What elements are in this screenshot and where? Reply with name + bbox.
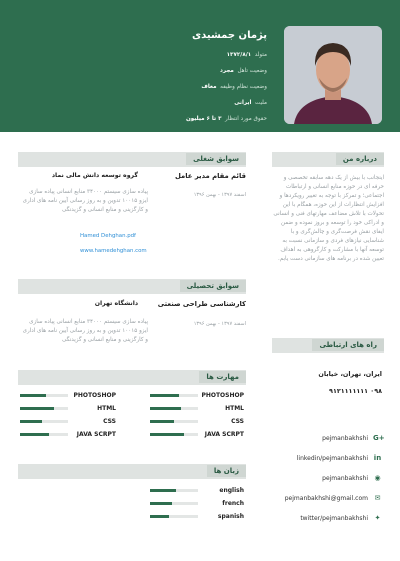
linkedin-icon[interactable]: in	[373, 454, 382, 462]
profile-photo	[284, 26, 382, 124]
skill-left-bar-fill	[20, 433, 49, 436]
skill-left-bar-fill	[20, 420, 42, 423]
resume-pdf-link[interactable]: Hamed Dehghan.pdf	[80, 233, 136, 239]
info-value: معاف	[201, 84, 217, 90]
education-section-header	[18, 279, 246, 294]
skill-right-label: JAVA SCRPT	[204, 431, 244, 438]
contact-section-header	[272, 338, 384, 353]
skill-right-bar-fill	[150, 394, 179, 397]
twitter-icon[interactable]: ✦	[374, 514, 381, 522]
info-key: ملیت	[254, 100, 267, 106]
education-heading: سوابق تحصیلی	[180, 280, 246, 292]
languages-section-header	[18, 464, 246, 479]
contact-linkedin[interactable]: linkedin/pejmanbakhshi	[296, 455, 368, 462]
skill-left-label: JAVA SCRPT	[76, 431, 116, 438]
skill-right-bar-fill	[150, 433, 184, 436]
info-row-marital	[220, 68, 267, 74]
skill-right-label: HTML	[225, 405, 244, 412]
skill-right-bar-fill	[150, 407, 181, 410]
info-key: وضعیت تاهل	[237, 68, 267, 74]
work-heading: سوابق شغلی	[186, 153, 246, 165]
degree-title: کارشناسی طراحی صنعتی	[157, 300, 246, 308]
skill-right-label: CSS	[231, 418, 244, 425]
language-bar-fill	[150, 515, 169, 518]
language-bar	[150, 515, 198, 518]
job-title: قائم مقام مدیر عامل	[174, 172, 246, 180]
job-dates: اسفند ۱۳۹۷ - بهمن ۱۳۹۶	[193, 192, 246, 198]
avatar	[284, 26, 382, 124]
skill-left-bar-fill	[20, 407, 54, 410]
school-name: دانشگاه تهران	[94, 300, 138, 307]
about-text: اینجانب با بیش از یک دهه سابقه تخصصی و حرفه ای در حوزه منابع انسانی و ارتباطات اجتماعی؛ و تمرکز با توجه به تغییر رویکردها و افزایش انتظارات از این حوزه، همگام با این تحولات با تلاش مضاعف مهارتهای فنی و انسانی و ادراکی خود را توسعه و بروز نموده و ضمن ایفای نقش فرصت‌گری و چالش‌گری و با شناسایی نیازهای فردی و سازمانی نسبت به توسعه آنها با مشارکت و کارگروهی به اهداف تعیین شده در برنامه های سازمانی دست یابم.	[273, 175, 384, 262]
education-dates: اسفند ۱۳۹۷ - بهمن ۱۳۹۶	[193, 321, 246, 327]
language-bar	[150, 502, 198, 505]
info-key: وضعیت نظام وظیفه	[220, 84, 267, 90]
skill-right-bar	[150, 394, 198, 397]
skill-left-label: CSS	[103, 418, 116, 425]
contact-phone: ۰۹۸ ۹۱۲۱۱۱۱۱۱۱	[329, 387, 382, 395]
skill-left-bar	[20, 407, 68, 410]
work-section-header	[18, 152, 246, 167]
skill-right-bar	[150, 433, 198, 436]
skill-left-bar	[20, 420, 68, 423]
contact-github[interactable]: pejmanbakhshi	[322, 475, 368, 482]
contact-heading: راه های ارتباطی	[312, 339, 384, 351]
language-label: french	[222, 500, 244, 507]
about-heading: درباره من	[336, 153, 384, 165]
contact-twitter[interactable]: twitter/pejmanbakhshi	[300, 515, 368, 522]
contact-address: ایران، تهران، خیابان	[318, 370, 382, 378]
info-value: ۳ تا ۶ میلیون	[185, 116, 222, 122]
skill-left-bar-fill	[20, 394, 46, 397]
skill-right-bar	[150, 420, 198, 423]
skill-left-label: HTML	[97, 405, 116, 412]
skill-right-bar	[150, 407, 198, 410]
info-value: مجرد	[220, 68, 234, 74]
company-name: گروه توسعه دانش مالی نماد	[51, 172, 138, 179]
website-link[interactable]: www.hamedehghan.com	[80, 248, 147, 254]
contact-google-plus[interactable]: pejmanbakhshi	[322, 435, 368, 442]
language-bar-fill	[150, 489, 176, 492]
info-value: ۱۳۷۲/۸/۱	[226, 52, 252, 58]
info-value: ایرانی	[234, 100, 252, 106]
language-bar	[150, 489, 198, 492]
info-key: متولد	[254, 52, 267, 58]
skill-left-label: PHOTOSHOP	[73, 392, 116, 399]
profile-header	[0, 0, 400, 132]
info-row-nationality	[234, 100, 267, 106]
skills-heading: مهارت ها	[199, 371, 246, 383]
skill-right-label: PHOTOSHOP	[201, 392, 244, 399]
github-icon[interactable]: ◉	[374, 474, 381, 482]
info-row-birth	[227, 52, 267, 58]
info-key: حقوق مورد انتظار	[225, 116, 267, 122]
education-description: پیاده سازی سیستم ۳۴۰۰۰ منابع انسانی پیاده سازی ایزو ۱۰۰۱۵ تدوین و به روز رسانی آیین نامه های اداری و کارگزینی و منابع انسانی و گزیدنگی	[22, 319, 148, 343]
skill-left-bar	[20, 433, 68, 436]
info-row-salary	[186, 116, 267, 122]
contact-email[interactable]: pejmanbakhshi@gmail.com	[284, 495, 368, 502]
language-bar-fill	[150, 502, 172, 505]
languages-heading: زبان ها	[207, 465, 246, 477]
about-section-header	[272, 152, 384, 167]
language-label: spanish	[217, 513, 244, 520]
skills-section-header	[18, 370, 246, 385]
email-icon[interactable]: ✉	[374, 494, 381, 502]
profile-name: پژمان جمشیدی	[191, 30, 267, 41]
skill-right-bar-fill	[150, 420, 174, 423]
google-plus-icon[interactable]: G+	[373, 434, 385, 442]
job-description: پیاده سازی سیستم ۳۴۰۰۰ منابع انسانی پیاده سازی ایزو ۱۰۰۱۵ تدوین و به روز رسانی آیین نامه های اداری و کارگزینی و منابع انسانی و گزیدنگی	[22, 189, 148, 213]
info-row-military	[201, 84, 267, 90]
language-label: english	[219, 487, 244, 494]
skill-left-bar	[20, 394, 68, 397]
